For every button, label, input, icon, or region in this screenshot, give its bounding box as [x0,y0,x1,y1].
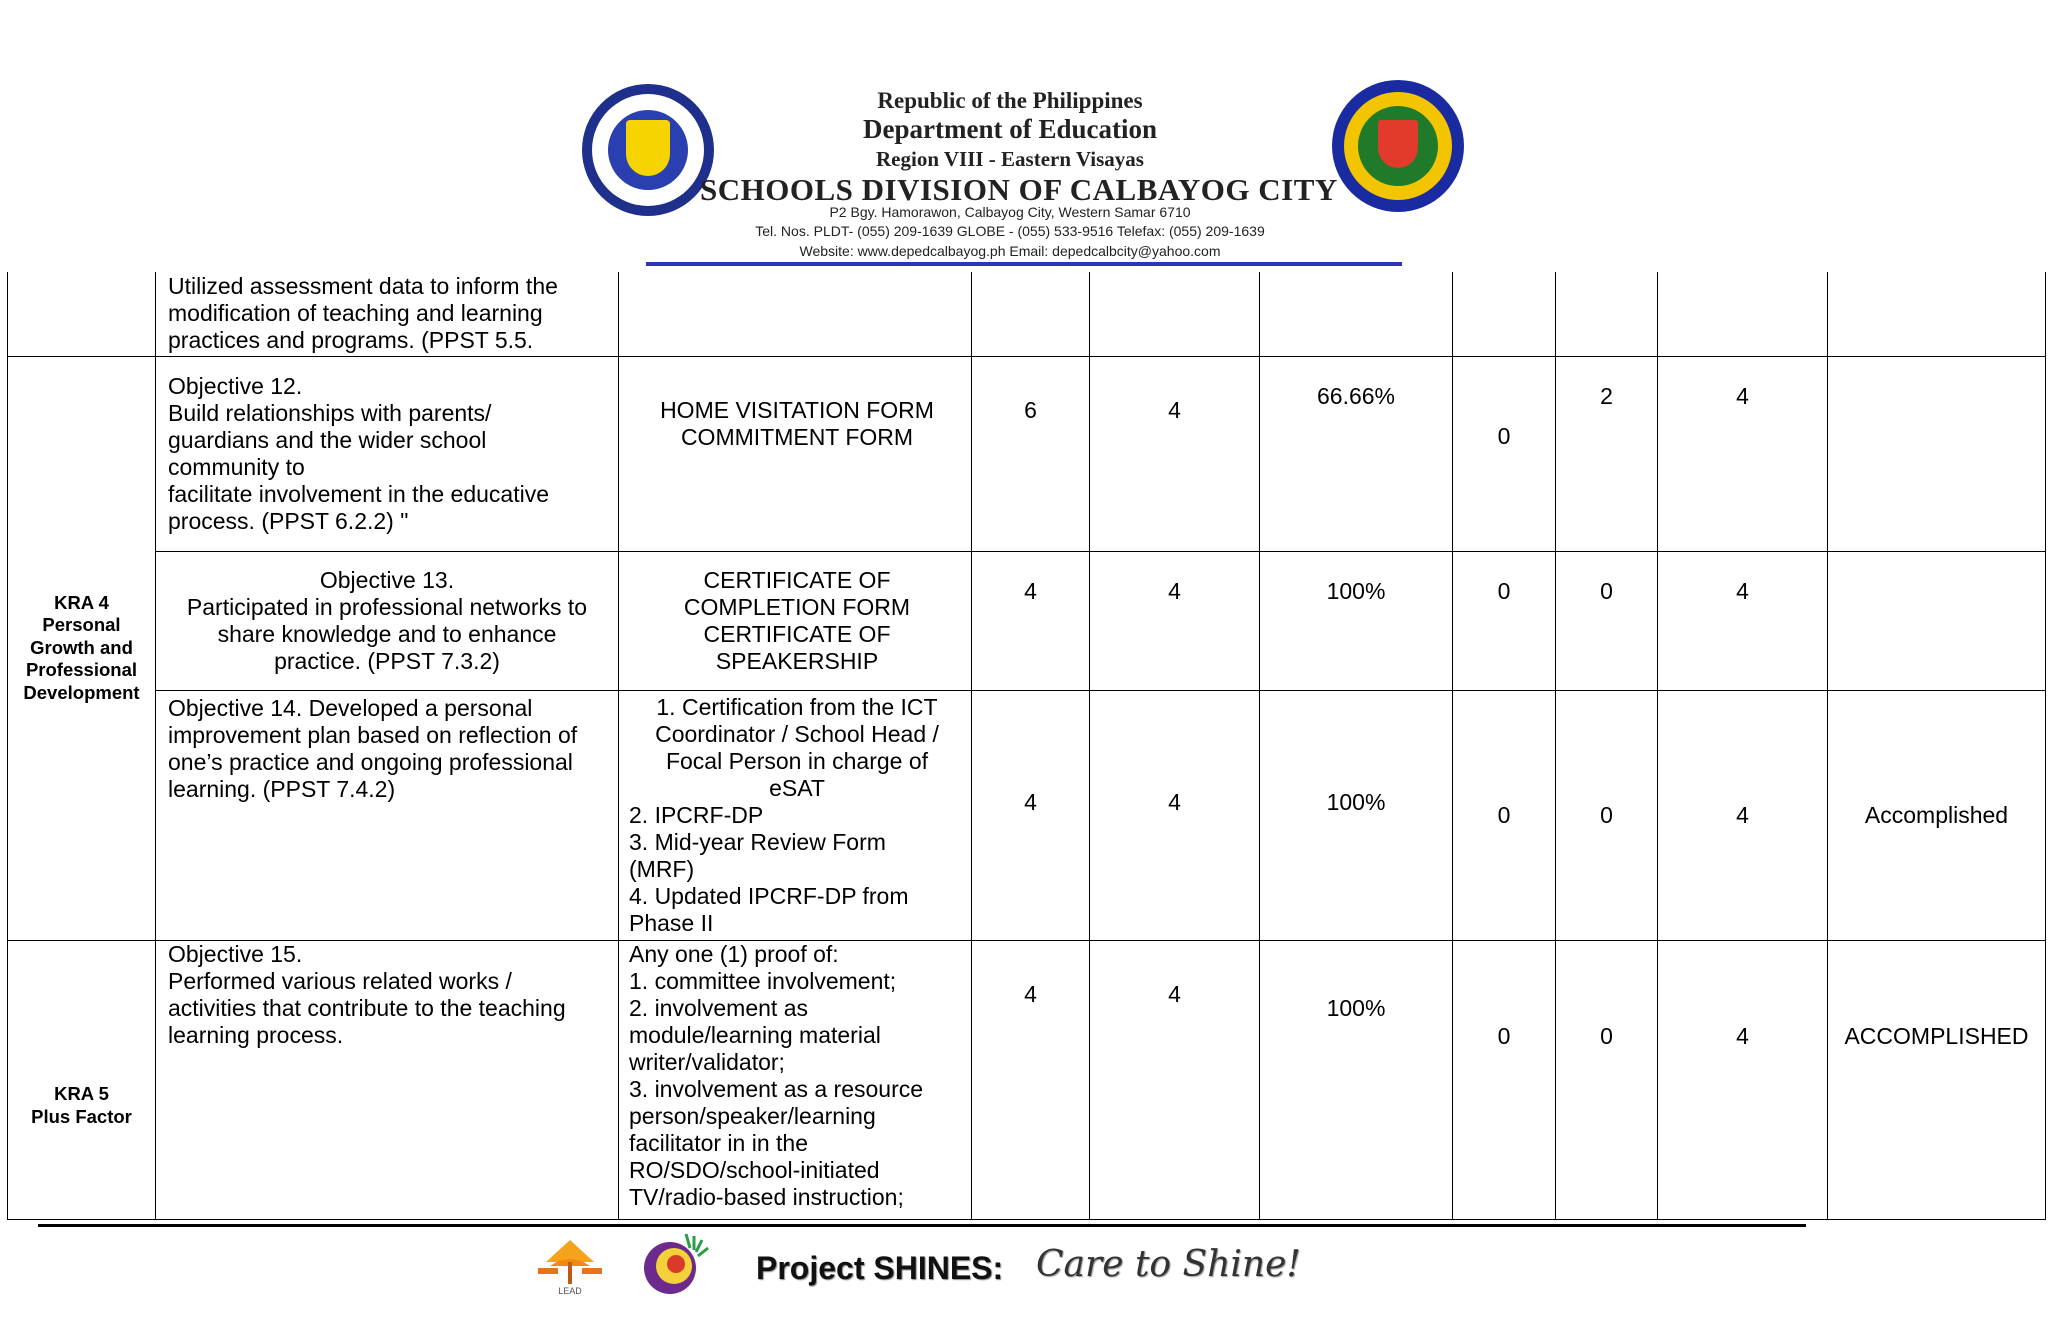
value-cell: 0 [1453,690,1556,940]
mov-cell: Any one (1) proof of: 1. committee involvement; 2. involvement as module/learning material writer/validator; 3. involvement as a resource person/speaker/learning facilitator in in the RO/SDO/school-initiated TV/radio-based instruction; [619,940,972,1219]
objective-cell: Objective 13. Participated in professional networks to share knowledge and to enhance practice. (PPST 7.3.2) [156,551,619,690]
table-row [8,356,2046,551]
value-cell: 4 [1090,690,1260,940]
footer-tagline: Care to Shine! [1036,1244,1301,1285]
table-row [8,272,2046,356]
table-row [8,940,2046,1219]
value-cell: 0 [1453,551,1556,690]
value-cell: 6 [972,356,1090,551]
header-division: SCHOOLS DIVISION OF CALBAYOG CITY [700,172,1338,207]
objective-cell: Objective 12. Build relationships with parents/ guardians and the wider school community to facilitate involvement in the educative process. (PPST 6.2.2) " [156,356,619,551]
value-cell: 100% [1260,551,1453,690]
value-cell: 66.66% [1260,356,1453,551]
value-cell: 4 [1658,690,1828,940]
kra4-label: KRA 4 Personal Growth and Professional Development [8,356,156,940]
value-cell: 0 [1556,690,1658,940]
header-telephone: Tel. Nos. PLDT- (055) 209-1639 GLOBE - (055) 533-9516 Telefax: (055) 209-1639 [755,223,1265,239]
value-cell: 4 [1090,940,1260,1219]
remarks-cell: Accomplished [1828,690,2046,940]
mov-cell: 1. Certification from the ICT Coordinator / School Head / Focal Person in charge of eSAT 2. IPCRF-DP 3. Mid-year Review Form (MRF) 4. Updated IPCRF-DP from Phase II [619,690,972,940]
value-cell: 4 [1658,940,1828,1219]
value-cell: 4 [1658,551,1828,690]
value-cell: 0 [1453,940,1556,1219]
objective-cell: Utilized assessment data to inform the modification of teaching and learning practices and programs. (PPST 5.5. [156,272,619,356]
kra5-label: KRA 5 Plus Factor [8,940,156,1219]
value-cell: 4 [972,551,1090,690]
header-region: Region VIII - Eastern Visayas [876,147,1144,171]
performance-table [7,272,2046,1220]
value-cell: 4 [1090,551,1260,690]
remarks-cell: ACCOMPLISHED [1828,940,2046,1219]
shines-logo-icon [634,1228,714,1298]
value-cell: 0 [1556,551,1658,690]
value-cell: 100% [1260,940,1453,1219]
mov-cell: CERTIFICATE OF COMPLETION FORM CERTIFICATE OF SPEAKERSHIP [619,551,972,690]
table-row [8,690,2046,940]
deped-seal-icon [582,84,714,216]
value-cell: 0 [1453,356,1556,551]
header-department: Department of Education [863,114,1157,144]
footer-divider [38,1224,1806,1227]
lead-logo-text: LEAD [558,1286,582,1296]
remarks-cell [1828,356,2046,551]
table-row [8,551,2046,690]
value-cell: 4 [1090,356,1260,551]
value-cell: 4 [972,940,1090,1219]
value-cell: 0 [1556,940,1658,1219]
header-website: Website: www.depedcalbayog.ph Email: depedcalbcity@yahoo.com [799,243,1221,259]
value-cell: 4 [1658,356,1828,551]
header-address: P2 Bgy. Hamorawon, Calbayog City, Western Samar 6710 [829,204,1191,220]
objective-cell: Objective 15. Performed various related works / activities that contribute to the teaching learning process. [156,940,619,1219]
header-republic: Republic of the Philippines [877,88,1143,113]
value-cell: 4 [972,690,1090,940]
value-cell: 100% [1260,690,1453,940]
value-cell: 2 [1556,356,1658,551]
objective-cell: Objective 14. Developed a personal improvement plan based on reflection of one’s practice and ongoing professional learning. (PPST 7.4.2) [156,690,619,940]
kra-cell [8,272,156,356]
header-divider [646,262,1402,266]
footer-project-title: Project SHINES: [756,1250,1004,1286]
sdo-calbayog-seal-icon [1332,80,1464,212]
lead-logo-icon [530,1232,610,1296]
remarks-cell [1828,551,2046,690]
mov-cell: HOME VISITATION FORM COMMITMENT FORM [619,356,972,551]
